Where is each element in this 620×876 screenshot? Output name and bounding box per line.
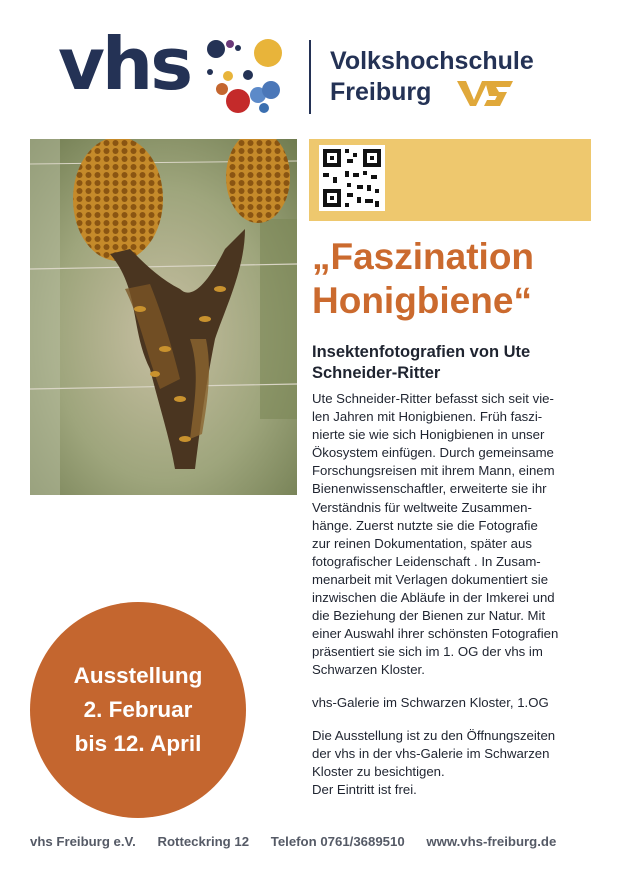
description-line: hänge. Zuerst nutzte sie die Fotografie [312,517,538,533]
description-line: Forschungsreisen mit ihrem Mann, einem [312,463,555,479]
badge-line1: Ausstellung [73,663,203,688]
description-line: inzwischen die Abläufe in der Imkerei und [312,590,555,606]
exhibition-title-line1: „Faszination [312,236,535,277]
org-name-line2: Freiburg [330,78,432,106]
description-line: len Jahren mit Honigbienen. Früh faszi- [312,409,543,425]
description-line: Bienenwissenschaftler, erweiterte sie ihr [312,481,547,497]
info-line: Die Ausstellung ist zu den Öffnungszeiten [312,728,556,743]
description-line: Verständnis für weltweite Zusammen- [312,499,532,515]
description-line: die Beziehung der Bienen zur Natur. Mit [312,608,546,624]
exhibition-dates-badge [30,602,246,818]
description-line: fotografischer Leidenschaft . In Zusam- [312,553,541,569]
footer-address: Rotteckring 12 [157,834,250,849]
badge-line2: 2. Februar [83,697,193,722]
info-line: der vhs in der vhs-Galerie im Schwarzen [312,746,550,762]
exhibition-subtitle: Insektenfotografien von Ute Schneider-Ritter [312,343,531,382]
description-line: menarbeit mit Verlagen dokumentiert sie [312,571,549,587]
qr-code-icon[interactable] [319,145,385,211]
description-line: einer Auswahl ihrer schönsten Fotografien [312,626,559,642]
description-line: Ökosystem einfügen. Durch gemeinsame [312,445,554,461]
description-line: nierte sie wie sich Honigbienen in unser [312,427,545,443]
info-line: Der Eintritt ist frei. [312,782,417,798]
org-name-line1: Volkshochschule [330,47,534,75]
footer-org: vhs Freiburg e.V. [30,834,136,849]
vhs-logo-text: vhs [58,22,191,106]
description-line: präsentiert sie sich im 1. OG der vhs im [312,644,543,660]
description-line: zur reinen Dokumentation, später aus [312,535,532,551]
description-line: Ute Schneider-Ritter befasst sich seit vie- [312,391,554,406]
footer [30,834,556,849]
footer-phone[interactable]: Telefon 0761/3689510 [270,834,405,849]
visiting-info [312,727,555,799]
exhibition-location: vhs-Galerie im Schwarzen Kloster, 1.OG [312,695,549,710]
vhs-logo-dots-icon [200,35,295,120]
exhibition-title [312,235,534,323]
exhibition-description [312,390,558,680]
honeybee-photo [30,139,297,495]
header-divider [309,40,311,114]
description-line: Schwarzen Kloster. [312,662,425,678]
info-line: Kloster zu besichtigen. [312,764,445,780]
badge-line3: bis 12. April [74,731,202,756]
freiburg-emblem-icon [455,78,515,108]
exhibition-title-line2: Honigbiene“ [312,280,532,321]
footer-website-link[interactable]: www.vhs-freiburg.de [426,834,557,849]
